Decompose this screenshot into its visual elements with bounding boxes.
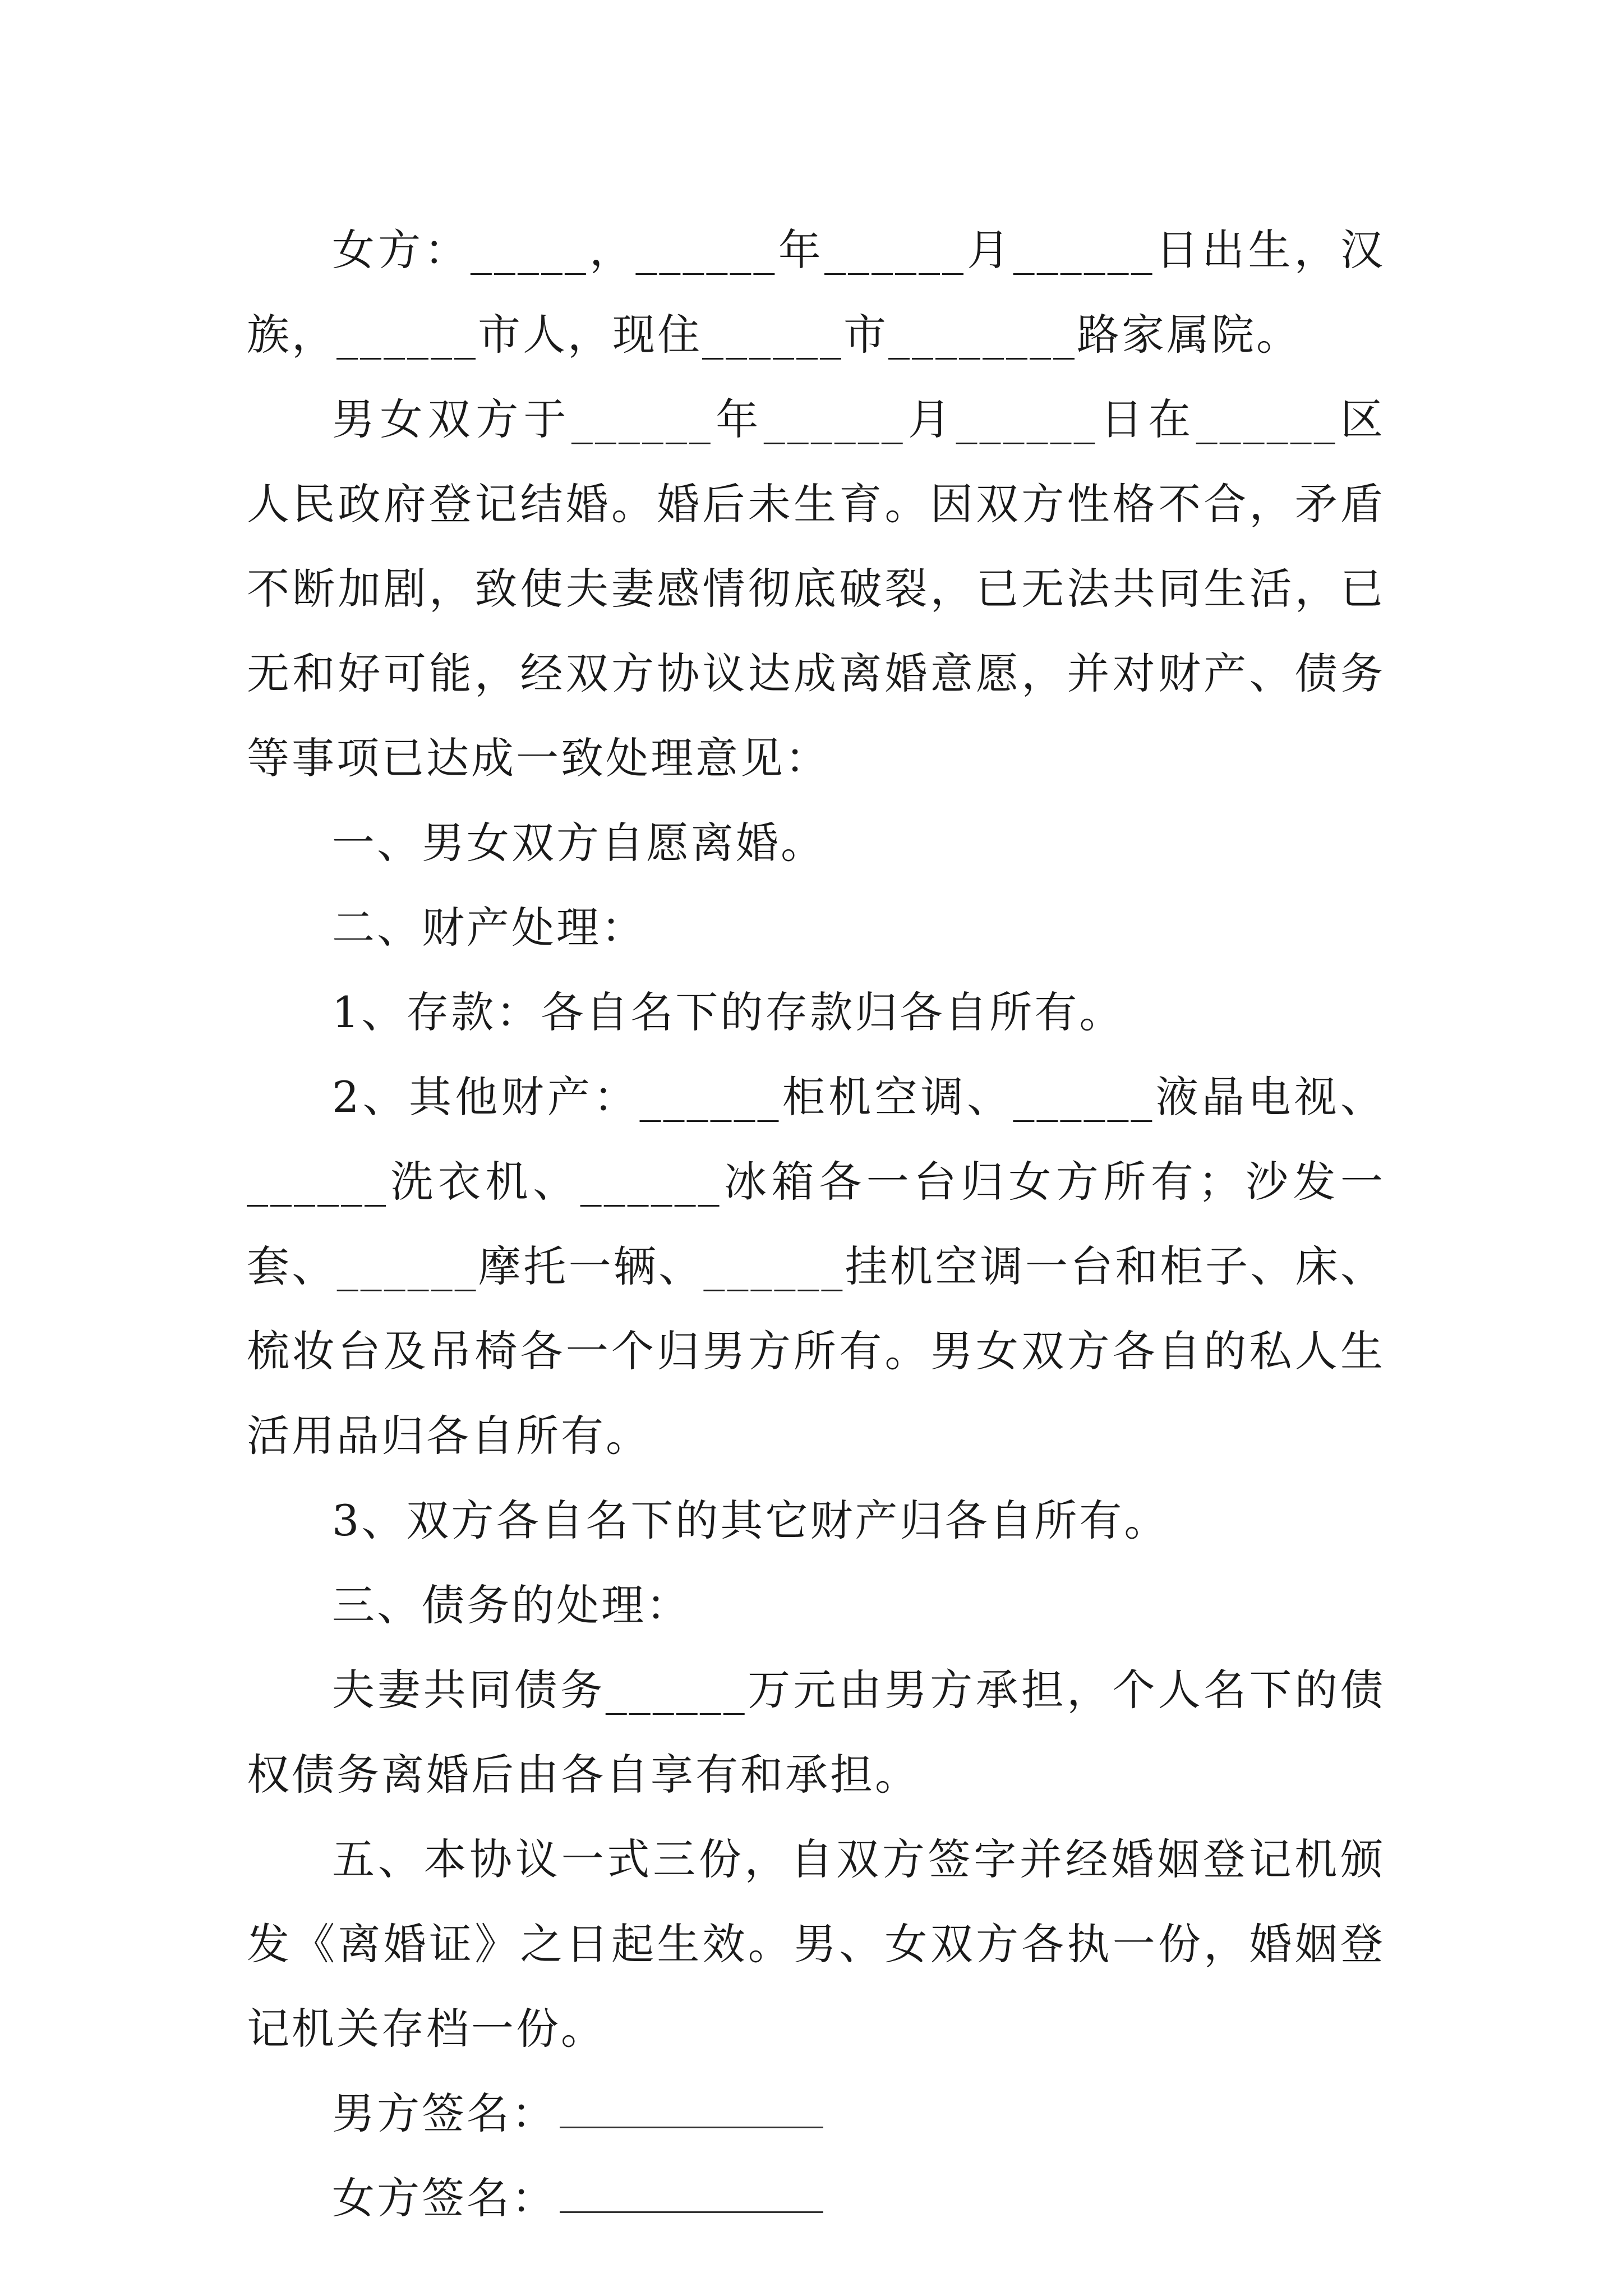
- paragraph-clause-3-heading: 三、债务的处理：: [332, 1580, 691, 1630]
- male-signature-row: [247, 2071, 1385, 2156]
- paragraph-clause-2-3-remaining-property: 3、双方各自名下的其它财产归各自所有。: [332, 1496, 1169, 1545]
- paragraph-clause-2-1-deposits: 1、存款：各自名下的存款归各自所有。: [332, 987, 1124, 1037]
- paragraph-marriage-registration: 男女双方于______年______月______日在______区人民政府登记结婚。婚后未生育。因双方性格不合，矛盾不断加剧，致使夫妻感情彻底破裂，已无法共同生活，已无和好可能，经双方协议达成离婚意愿，并对财产、债务等事项已达成一致处理意见：: [247, 394, 1385, 783]
- male-signature-line[interactable]: [560, 2093, 823, 2128]
- paragraph-clause-2-2-other-property: 2、其他财产：______柜机空调、______液晶电视、______洗衣机、______冰箱各一台归女方所有；沙发一套、______摩托一辆、______挂机空调一台和柜子、床、梳妆台及吊椅各一个归男方所有。男女双方各自的私人生活用品归各自所有。: [247, 1072, 1385, 1461]
- female-signature-row: [247, 2156, 1385, 2240]
- paragraph-clause-5-effect: 五、本协议一式三份，自双方签字并经婚姻登记机颁发《离婚证》之日起生效。男、女双方各执一份，婚姻登记机关存档一份。: [247, 1834, 1385, 2054]
- paragraph-clause-3-debts: 夫妻共同债务______万元由男方承担，个人名下的债权债务离婚后由各自享有和承担。: [247, 1665, 1385, 1800]
- male-signature-label: 男方签名：: [332, 2088, 556, 2138]
- agreement-body: [247, 208, 1385, 2240]
- paragraph-clause-1-divorce: 一、男女双方自愿离婚。: [332, 818, 826, 868]
- paragraph-clause-2-heading: 二、财产处理：: [332, 903, 646, 953]
- female-signature-label: 女方签名：: [332, 2173, 556, 2223]
- paragraph-female-party: 女方：_____，______年______月______日出生，汉族，______市人，现住______市________路家属院。: [247, 225, 1385, 360]
- female-signature-line[interactable]: [560, 2178, 823, 2213]
